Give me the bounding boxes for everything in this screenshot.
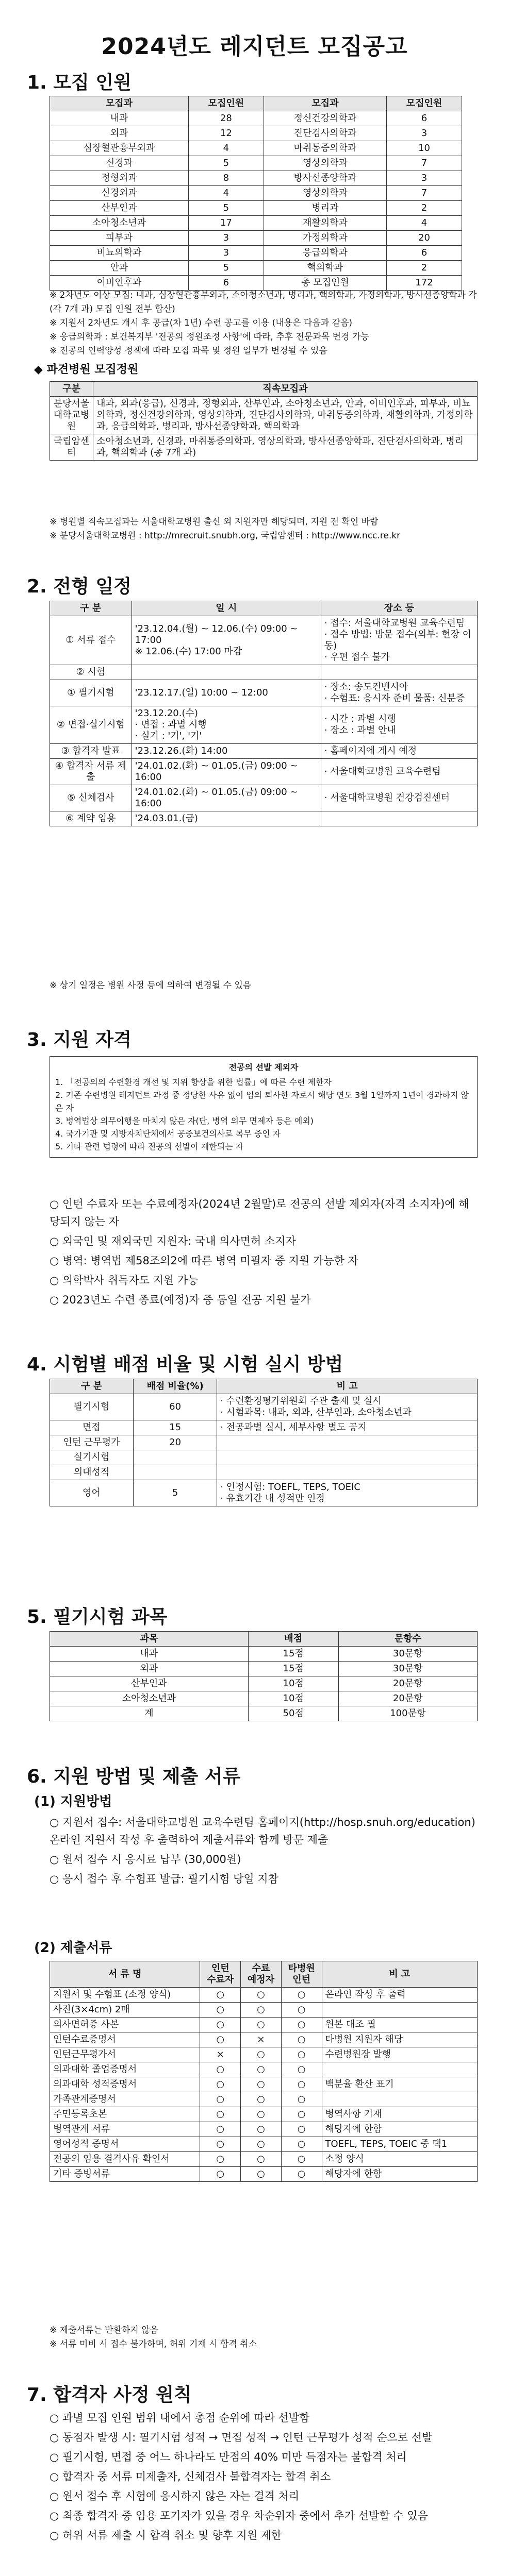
table-row bbox=[50, 171, 462, 186]
table-cell: 소아청소년과 bbox=[50, 1691, 249, 1706]
table-cell: 필기시험 bbox=[50, 1394, 134, 1420]
section-4-heading: 4. 시험별 배점 비율 및 시험 실시 방법 bbox=[27, 1354, 343, 1375]
table-cell: 실기시험 bbox=[50, 1450, 134, 1465]
exclusion-box-title: 전공의 선발 제외자 bbox=[228, 1062, 299, 1072]
table-header-cell: 구 분 bbox=[50, 601, 132, 616]
table-cell: 사진(3×4cm) 2매 bbox=[50, 2003, 200, 2018]
table-cell: · 전공과별 실시, 세부사항 별도 공지 bbox=[217, 1420, 478, 1435]
table-cell: ① 필기시험 bbox=[50, 680, 132, 706]
table-row bbox=[50, 1450, 478, 1465]
table-row bbox=[50, 126, 462, 141]
table-cell: ○ bbox=[200, 2152, 241, 2167]
table-cell: ○ bbox=[281, 2152, 322, 2167]
table-cell: 타병원 지원자 해당 bbox=[322, 2032, 477, 2047]
table-row bbox=[50, 434, 478, 461]
table-cell: 외과 bbox=[50, 1662, 249, 1676]
section-2-heading: 2. 전형 일정 bbox=[27, 576, 132, 597]
note-line: ※ 응급의학과 : 보건복지부 '전공의 정원조정 사항'에 따라, 추후 전문과목 변경 가능 bbox=[50, 332, 369, 342]
table-cell: 영상의학과 bbox=[264, 186, 386, 201]
table-cell: 2 bbox=[387, 201, 462, 216]
table-cell: ○ bbox=[281, 2137, 322, 2152]
table-cell: 30문항 bbox=[338, 1647, 477, 1662]
table-row bbox=[50, 2167, 478, 2182]
table-cell bbox=[132, 665, 321, 680]
table-cell: 병리과 bbox=[264, 201, 386, 216]
table-cell: 산부인과 bbox=[50, 201, 189, 216]
table-cell: 15점 bbox=[248, 1647, 338, 1662]
table-cell: 7 bbox=[387, 186, 462, 201]
exclusion-line: 1. 「전공의의 수련환경 개선 및 지위 향상을 위한 법률」에 따른 수련 제한자 bbox=[55, 1077, 332, 1087]
qualification-item: ○ 인턴 수료자 또는 수료예정자(2024년 2월말)로 전공의 선발 제외자(자격 소지자)에 해당되지 않는 자 bbox=[50, 1198, 469, 1228]
qualification-item: ○ 2023년도 수련 종료(예정)자 중 동일 전공 지원 불가 bbox=[50, 1294, 311, 1306]
table-cell: · 서울대학교병원 교육수련팀 bbox=[321, 759, 477, 785]
table-cell: ○ bbox=[241, 2018, 282, 2032]
table-cell: '24.03.01.(금) bbox=[132, 811, 321, 826]
rule-item: ○ 합격자 중 서류 미제출자, 신체검사 불합격자는 합격 취소 bbox=[50, 2470, 331, 2483]
table-row bbox=[50, 1988, 478, 2003]
table-cell: 가족관계증명서 bbox=[50, 2092, 200, 2107]
table-cell: 5 bbox=[188, 201, 264, 216]
table-cell: ○ bbox=[241, 2152, 282, 2167]
exclusion-box bbox=[50, 1056, 478, 1158]
table-row bbox=[50, 261, 462, 276]
table-cell: 내과 bbox=[50, 1647, 249, 1662]
table-cell: · 서울대학교병원 건강검진센터 bbox=[321, 785, 477, 811]
table-cell: 정신건강의학과 bbox=[264, 111, 386, 126]
table-cell: 핵의학과 bbox=[264, 261, 386, 276]
table-header-cell: 서 류 명 bbox=[50, 1961, 200, 1988]
table-row bbox=[50, 1662, 478, 1676]
table-cell: 6 bbox=[387, 111, 462, 126]
table-row bbox=[50, 616, 478, 665]
apply-item: ○ 원서 접수 시 응시료 납부 (30,000원) bbox=[50, 1853, 241, 1866]
table-cell: ③ 합격자 발표 bbox=[50, 744, 132, 759]
subject-table bbox=[50, 1631, 478, 1721]
recruit-table bbox=[50, 96, 462, 291]
table-cell: 방사선종양학과 bbox=[264, 171, 386, 186]
table-cell: ○ bbox=[241, 2003, 282, 2018]
table-cell: 기타 증빙서류 bbox=[50, 2167, 200, 2182]
table-cell: 외과 bbox=[50, 126, 189, 141]
table-cell: 영어성적 증명서 bbox=[50, 2137, 200, 2152]
section-3-items bbox=[50, 1195, 478, 1311]
table-header-cell: 모집인원 bbox=[188, 96, 264, 111]
table-cell: 인턴수료증명서 bbox=[50, 2032, 200, 2047]
table-cell: 2 bbox=[387, 261, 462, 276]
table-row bbox=[50, 1465, 478, 1480]
table-cell: ⑤ 신체검사 bbox=[50, 785, 132, 811]
table-row bbox=[50, 111, 462, 126]
table-row bbox=[50, 1394, 478, 1420]
table-row bbox=[50, 2047, 478, 2062]
table-row bbox=[50, 397, 478, 434]
table-cell: 20 bbox=[387, 231, 462, 246]
table-cell: ○ bbox=[281, 1988, 322, 2003]
table-cell: ○ bbox=[200, 2077, 241, 2092]
table-cell: 국립암센터 bbox=[50, 434, 93, 461]
table-row bbox=[50, 680, 478, 706]
note-line: ※ 분당서울대학교병원 : http://mrecruit.snubh.org, 국립암센터 : http://www.ncc.re.kr bbox=[50, 531, 401, 541]
table-cell: 안과 bbox=[50, 261, 189, 276]
table-row bbox=[50, 216, 462, 231]
table-cell bbox=[217, 1465, 478, 1480]
table-cell: 5 bbox=[188, 156, 264, 171]
table-row bbox=[50, 1420, 478, 1435]
qualification-item: ○ 병역: 병역법 제58조의2에 따른 병역 미필자 중 지원 가능한 자 bbox=[50, 1255, 358, 1267]
table-cell: ○ bbox=[241, 2047, 282, 2062]
table-cell: 피부과 bbox=[50, 231, 189, 246]
table-cell: 인턴 근무평가 bbox=[50, 1435, 134, 1450]
rule-item: ○ 동점자 발생 시: 필기시험 성적 → 면접 성적 → 인턴 근무평가 성적 순으로 선발 bbox=[50, 2431, 433, 2444]
table-cell: 영상의학과 bbox=[264, 156, 386, 171]
table-cell: 병역사항 기재 bbox=[322, 2107, 477, 2122]
table-header-cell: 모집인원 bbox=[387, 96, 462, 111]
note-line: ※ 상기 일정은 병원 사정 등에 의하여 변경될 수 있음 bbox=[50, 980, 252, 991]
table-cell: 면접 bbox=[50, 1420, 134, 1435]
table-cell: 10 bbox=[387, 141, 462, 156]
section-5-heading: 5. 필기시험 과목 bbox=[27, 1606, 168, 1628]
rule-item: ○ 과별 모집 인원 범위 내에서 총점 순위에 따라 선발함 bbox=[50, 2412, 310, 2424]
table-cell: 내과, 외과(응급), 신경과, 정형외과, 산부인과, 소아청소년과, 안과, 이비인후과, 피부과, 비뇨의학과, 정신건강의학과, 영상의학과, 진단검사의학과, 마취통증의학과, 재활의학과, 가정의학과, 응급의학과, 병리과, 방사선종양학과, 핵의학과 bbox=[93, 397, 478, 434]
table-row bbox=[50, 2077, 478, 2092]
table-cell bbox=[321, 665, 477, 680]
qualification-item: ○ 외국인 및 재외국민 지원자: 국내 의사면허 소지자 bbox=[50, 1235, 296, 1247]
table-cell: 8 bbox=[188, 171, 264, 186]
table-cell: 28 bbox=[188, 111, 264, 126]
section-2-notes bbox=[50, 979, 478, 993]
table-row bbox=[50, 744, 478, 759]
table-cell bbox=[322, 2003, 477, 2018]
table-cell: 10점 bbox=[248, 1691, 338, 1706]
table-cell: ○ bbox=[281, 2167, 322, 2182]
table-cell: 의대성적 bbox=[50, 1465, 134, 1480]
table-cell: 계 bbox=[50, 1706, 249, 1721]
table-cell: 영어 bbox=[50, 1480, 134, 1506]
table-cell: 5 bbox=[133, 1480, 217, 1506]
section-7-heading: 7. 합격자 사정 원칙 bbox=[27, 2384, 192, 2405]
table-cell: 4 bbox=[188, 186, 264, 201]
table-row bbox=[50, 785, 478, 811]
qualification-item: ○ 의학박사 취득자도 지원 가능 bbox=[50, 1274, 199, 1286]
score-table bbox=[50, 1379, 478, 1506]
table-header-cell: 장소 등 bbox=[321, 601, 477, 616]
note-line: ※ 전공의 인력양성 정책에 따라 모집 과목 및 정원 일부가 변경될 수 있음 bbox=[50, 346, 327, 356]
table-row bbox=[50, 2003, 478, 2018]
table-cell: 3 bbox=[387, 171, 462, 186]
table-cell: 30문항 bbox=[338, 1662, 477, 1676]
apply-method-items bbox=[50, 1814, 478, 1890]
table-cell: ① 서류 접수 bbox=[50, 616, 132, 665]
table-row bbox=[50, 1706, 478, 1721]
table-row bbox=[50, 759, 478, 785]
table-cell: 재활의학과 bbox=[264, 216, 386, 231]
table-cell: 신경외과 bbox=[50, 186, 189, 201]
rule-item: ○ 최종 합격자 중 임용 포기자가 있을 경우 차순위자 중에서 추가 선발할 수 있음 bbox=[50, 2510, 428, 2522]
table-cell: 3 bbox=[188, 246, 264, 261]
table-cell: 진단검사의학과 bbox=[264, 126, 386, 141]
documents-table bbox=[50, 1961, 478, 2182]
table-row bbox=[50, 141, 462, 156]
table-cell: ○ bbox=[200, 1988, 241, 2003]
note-line: ※ 2차년도 이상 모집: 내과, 심장혈관흉부외과, 소아청소년과, 병리과, 핵의학과, 가정의학과, 방사선종양학과 각 (각 7개 과) 모집 인원 전부 합산) bbox=[50, 290, 477, 314]
table-header-cell: 모집과 bbox=[264, 96, 386, 111]
table-row bbox=[50, 2137, 478, 2152]
table-row bbox=[50, 665, 478, 680]
table-header-cell: 인턴 수료자 bbox=[200, 1961, 241, 1988]
table-cell: 마취통증의학과 bbox=[264, 141, 386, 156]
table-cell: 172 bbox=[387, 276, 462, 291]
note-line: ※ 병원별 직속모집과는 서울대학교병원 출신 외 지원자만 해당되며, 지원 전 확인 바람 bbox=[50, 517, 379, 527]
table-cell: '24.01.02.(화) ~ 01.05.(금) 09:00 ~ 16:00 bbox=[132, 759, 321, 785]
exclusion-line: 3. 병역법상 의무이행을 마치지 않은 자(단, 병역 의무 면제자 등은 예외) bbox=[55, 1116, 314, 1126]
table-cell: 신경과 bbox=[50, 156, 189, 171]
table-cell: 6 bbox=[387, 246, 462, 261]
table-cell: ○ bbox=[200, 2032, 241, 2047]
table-cell bbox=[133, 1450, 217, 1465]
table-header-cell: 구 분 bbox=[50, 1379, 134, 1394]
table-cell: ○ bbox=[281, 2092, 322, 2107]
table-cell: ② 면접·실기시험 bbox=[50, 706, 132, 744]
table-row bbox=[50, 2032, 478, 2047]
table-cell: ○ bbox=[200, 2062, 241, 2077]
exclusion-line: 4. 국가기관 및 지방자치단체에서 공중보건의사로 복무 중인 자 bbox=[55, 1129, 281, 1139]
table-cell: ○ bbox=[241, 2137, 282, 2152]
section-6-heading: 6. 지원 방법 및 제출 서류 bbox=[27, 1766, 241, 1787]
table-cell: 온라인 작성 후 출력 bbox=[322, 1988, 477, 2003]
table-cell: ○ bbox=[241, 2107, 282, 2122]
table-cell: 7 bbox=[387, 156, 462, 171]
table-row bbox=[50, 2152, 478, 2167]
table-header-cell: 수료 예정자 bbox=[241, 1961, 282, 1988]
table-cell: TOEFL, TEPS, TOEIC 중 택1 bbox=[322, 2137, 477, 2152]
table-cell: 정형외과 bbox=[50, 171, 189, 186]
table-cell: ○ bbox=[281, 2107, 322, 2122]
table-cell: 4 bbox=[188, 141, 264, 156]
table-cell: 4 bbox=[387, 216, 462, 231]
table-header-cell: 직속모집과 bbox=[93, 382, 478, 397]
table-cell: 의과대학 성적증명서 bbox=[50, 2077, 200, 2092]
exclusion-line: 5. 기타 관련 법령에 따라 전공의 선발이 제한되는 자 bbox=[55, 1142, 244, 1151]
table-cell: 해당자에 한함 bbox=[322, 2122, 477, 2137]
table-row bbox=[50, 1435, 478, 1450]
table-cell: 해당자에 한함 bbox=[322, 2167, 477, 2182]
table-cell: · 장소: 송도컨벤시아 · 수험표: 응시자 준비 물품: 신분증 bbox=[321, 680, 477, 706]
table-cell: 5 bbox=[188, 261, 264, 276]
table-cell: × bbox=[200, 2047, 241, 2062]
table-header-cell: 타병원 인턴 bbox=[281, 1961, 322, 1988]
table-cell: ○ bbox=[241, 2092, 282, 2107]
table-cell: 지원서 및 수험표 (소정 양식) bbox=[50, 1988, 200, 2003]
table-cell: ○ bbox=[281, 2003, 322, 2018]
table-cell: ⑥ 계약 임용 bbox=[50, 811, 132, 826]
table-cell: 17 bbox=[188, 216, 264, 231]
table-cell: 응급의학과 bbox=[264, 246, 386, 261]
table-cell: '23.12.20.(수) · 면접 : 과별 시행 · 실기 : '기', '기' bbox=[132, 706, 321, 744]
table-cell: 3 bbox=[188, 231, 264, 246]
table-cell: 20문항 bbox=[338, 1676, 477, 1691]
table-cell bbox=[321, 811, 477, 826]
table-cell: ○ bbox=[281, 2032, 322, 2047]
table-cell: · 시간 : 과별 시행 · 장소 : 과별 안내 bbox=[321, 706, 477, 744]
table-cell: · 인정시험: TOEFL, TEPS, TOEIC · 유효기간 내 성적만 인정 bbox=[217, 1480, 478, 1506]
table-row bbox=[50, 811, 478, 826]
table-cell: ○ bbox=[200, 2122, 241, 2137]
table-cell: ○ bbox=[281, 2122, 322, 2137]
table-header-cell: 구분 bbox=[50, 382, 93, 397]
table-cell: 비뇨의학과 bbox=[50, 246, 189, 261]
table-row bbox=[50, 1676, 478, 1691]
table-cell: 15 bbox=[133, 1420, 217, 1435]
table-cell: ④ 합격자 서류 제출 bbox=[50, 759, 132, 785]
apply-item: ○ 지원서 접수: 서울대학교병원 교육수련팀 홈페이지(http://hosp.snuh.org/education) 온라인 지원서 작성 후 출력하여 제출서류와 함께 방문 제출 bbox=[50, 1816, 475, 1846]
table-cell: × bbox=[241, 2032, 282, 2047]
table-cell: 의과대학 졸업증명서 bbox=[50, 2062, 200, 2077]
table-row bbox=[50, 156, 462, 171]
table-cell: 전공의 임용 결격사유 확인서 bbox=[50, 2152, 200, 2167]
section-7-items bbox=[50, 2409, 478, 2546]
table-header-cell: 비 고 bbox=[217, 1379, 478, 1394]
table-cell: ○ bbox=[241, 2122, 282, 2137]
table-cell: ○ bbox=[200, 2092, 241, 2107]
table-header-cell: 배점 비율(%) bbox=[133, 1379, 217, 1394]
table-cell: ○ bbox=[200, 2107, 241, 2122]
rule-item: ○ 원서 접수 후 시험에 응시하지 않은 자는 결격 처리 bbox=[50, 2490, 300, 2502]
table-cell: ○ bbox=[241, 1988, 282, 2003]
table-cell: 소정 양식 bbox=[322, 2152, 477, 2167]
table-row bbox=[50, 2018, 478, 2032]
note-line: ※ 제출서류는 반환하지 않음 bbox=[50, 2325, 159, 2335]
table-cell: ○ bbox=[200, 2137, 241, 2152]
table-cell bbox=[217, 1450, 478, 1465]
table-cell: 심장혈관흉부외과 bbox=[50, 141, 189, 156]
table-cell: · 접수: 서울대학교병원 교육수련팀 · 접수 방법: 방문 접수(외부: 현장 이동) · 우편 접수 불가 bbox=[321, 616, 477, 665]
dispatch-table bbox=[50, 381, 478, 461]
dispatch-notes bbox=[50, 515, 478, 543]
table-cell: 3 bbox=[387, 126, 462, 141]
table-cell: 소아청소년과 bbox=[50, 216, 189, 231]
table-cell: 60 bbox=[133, 1394, 217, 1420]
table-row bbox=[50, 246, 462, 261]
table-cell bbox=[217, 1435, 478, 1450]
rule-item: ○ 필기시험, 면접 중 어느 하나라도 만점의 40% 미만 득점자는 불합격 처리 bbox=[50, 2451, 407, 2463]
table-cell: 병역관계 서류 bbox=[50, 2122, 200, 2137]
table-cell: 10점 bbox=[248, 1676, 338, 1691]
table-cell bbox=[322, 2092, 477, 2107]
table-cell: '23.12.17.(일) 10:00 ~ 12:00 bbox=[132, 680, 321, 706]
exclusion-line: 2. 기존 수련병원 레지던트 과정 중 정당한 사유 없이 임의 퇴사한 자로서 해당 연도 3월 1일까지 1년이 경과하지 않은 자 bbox=[55, 1090, 469, 1113]
table-cell: · 수련환경평가위원회 주관 출제 및 실시 · 시험과목: 내과, 외과, 산부인과, 소아청소년과 bbox=[217, 1394, 478, 1420]
table-row bbox=[50, 201, 462, 216]
table-cell: 총 모집인원 bbox=[264, 276, 386, 291]
page-title: 2024년도 레지던트 모집공고 bbox=[101, 33, 408, 60]
table-cell: 원본 대조 필 bbox=[322, 2018, 477, 2032]
table-cell: ○ bbox=[281, 2062, 322, 2077]
table-row bbox=[50, 1647, 478, 1662]
table-cell: 주민등록초본 bbox=[50, 2107, 200, 2122]
table-row bbox=[50, 2092, 478, 2107]
table-row bbox=[50, 2107, 478, 2122]
table-cell: 20문항 bbox=[338, 1691, 477, 1706]
section-1-notes bbox=[50, 289, 478, 358]
documents-notes bbox=[50, 2324, 478, 2351]
table-cell: 6 bbox=[188, 276, 264, 291]
table-cell: '24.01.02.(화) ~ 01.05.(금) 09:00 ~ 16:00 bbox=[132, 785, 321, 811]
table-cell: '23.12.26.(화) 14:00 bbox=[132, 744, 321, 759]
table-row bbox=[50, 186, 462, 201]
table-header-cell: 과목 bbox=[50, 1632, 249, 1647]
table-cell: 50점 bbox=[248, 1706, 338, 1721]
schedule-table bbox=[50, 601, 478, 826]
table-cell: 가정의학과 bbox=[264, 231, 386, 246]
table-row bbox=[50, 2122, 478, 2137]
table-cell: ○ bbox=[241, 2077, 282, 2092]
table-cell: 의사면허증 사본 bbox=[50, 2018, 200, 2032]
table-row bbox=[50, 706, 478, 744]
table-cell: · 홈페이지에 게시 예정 bbox=[321, 744, 477, 759]
table-cell: ○ bbox=[281, 2018, 322, 2032]
table-row bbox=[50, 2062, 478, 2077]
table-cell: ② 시험 bbox=[50, 665, 132, 680]
table-cell: ○ bbox=[200, 2018, 241, 2032]
table-cell: 수련병원장 발행 bbox=[322, 2047, 477, 2062]
table-cell bbox=[133, 1465, 217, 1480]
table-cell: ○ bbox=[200, 2003, 241, 2018]
table-header-cell: 비 고 bbox=[322, 1961, 477, 1988]
rule-item: ○ 허위 서류 제출 시 합격 취소 및 향후 지원 제한 bbox=[50, 2529, 282, 2541]
table-cell: 20 bbox=[133, 1435, 217, 1450]
table-cell: ○ bbox=[241, 2167, 282, 2182]
table-row bbox=[50, 1480, 478, 1506]
table-cell: ○ bbox=[200, 2167, 241, 2182]
documents-heading: (2) 제출서류 bbox=[34, 1940, 112, 1956]
dispatch-heading: ◆ 파견병원 모집정원 bbox=[34, 363, 139, 376]
table-row bbox=[50, 1691, 478, 1706]
table-cell: 소아청소년과, 신경과, 마취통증의학과, 영상의학과, 방사선종양학과, 진단검사의학과, 병리과, 핵의학과 (총 7개 과) bbox=[93, 434, 478, 461]
table-cell: 15점 bbox=[248, 1662, 338, 1676]
table-header-cell: 모집과 bbox=[50, 96, 189, 111]
table-cell: ○ bbox=[241, 2062, 282, 2077]
apply-item: ○ 응시 접수 후 수험표 발급: 필기시험 당일 지참 bbox=[50, 1873, 278, 1885]
table-cell: 이비인후과 bbox=[50, 276, 189, 291]
table-cell bbox=[322, 2062, 477, 2077]
table-cell: 인턴근무평가서 bbox=[50, 2047, 200, 2062]
table-header-cell: 일 시 bbox=[132, 601, 321, 616]
table-cell: 100문항 bbox=[338, 1706, 477, 1721]
table-header-cell: 문항수 bbox=[338, 1632, 477, 1647]
table-cell: 산부인과 bbox=[50, 1676, 249, 1691]
table-cell: 내과 bbox=[50, 111, 189, 126]
table-header-cell: 배점 bbox=[248, 1632, 338, 1647]
table-row bbox=[50, 231, 462, 246]
note-line: ※ 서류 미비 시 접수 불가하며, 허위 기재 시 합격 취소 bbox=[50, 2339, 257, 2349]
table-cell: '23.12.04.(월) ~ 12.06.(수) 09:00 ~ 17:00 ※ 12.06.(수) 17:00 마감 bbox=[132, 616, 321, 665]
note-line: ※ 지원서 2차년도 개시 후 공급(차 1년) 수련 공고를 이용 (내용은 다음과 같음) bbox=[50, 318, 353, 328]
table-cell: 분당서울대학교병원 bbox=[50, 397, 93, 434]
table-cell: 12 bbox=[188, 126, 264, 141]
table-cell: ○ bbox=[281, 2047, 322, 2062]
table-cell: 백분율 환산 표기 bbox=[322, 2077, 477, 2092]
section-3-heading: 3. 지원 자격 bbox=[27, 1029, 132, 1050]
apply-method-heading: (1) 지원방법 bbox=[34, 1794, 112, 1809]
table-cell: ○ bbox=[281, 2077, 322, 2092]
section-1-heading: 1. 모집 인원 bbox=[27, 72, 132, 93]
